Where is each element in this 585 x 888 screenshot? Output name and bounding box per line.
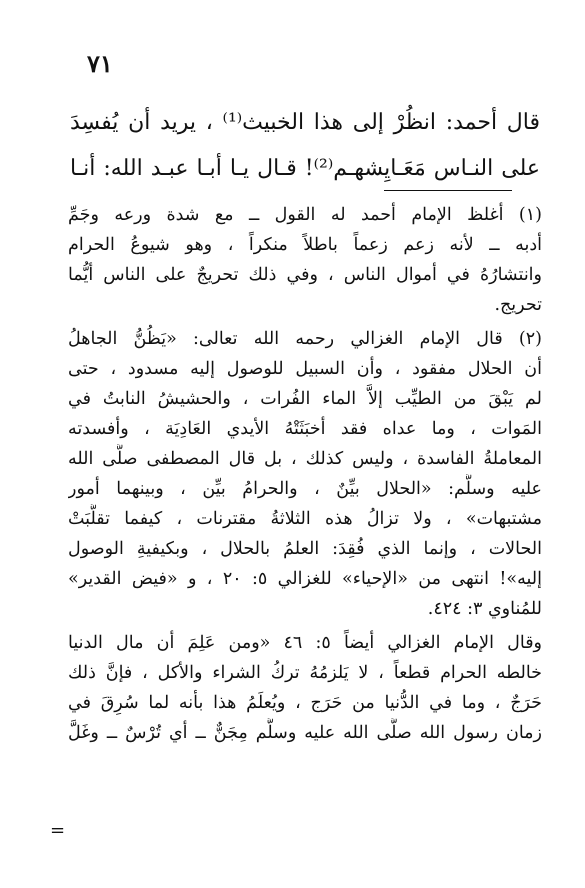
- footnote-line: المعاملةُ الفاسدة ، وليس كذلك ، بل قال المصطفى صلَّى الله: [68, 449, 542, 469]
- footnote-line: المَوات ، وما عداه فقد أخبَثَتْهُ الأيدي العَادِيَة ، وأفسدته: [68, 419, 542, 439]
- footnote-line: تحريج.: [494, 295, 542, 315]
- footnote-line: وقال الإمام الغزالي أيضاً ٥: ٤٦ «ومن عَلِمَ أن مال الدنيا: [68, 633, 542, 653]
- continuation-mark: =: [50, 820, 66, 841]
- footnote-line: حَرَجٌ ، وما في الدُّنيا من حَرَج ، ويُعلَمُ هذا بأنه لما سُرِقَ في: [68, 693, 542, 713]
- footnote-separator: [384, 190, 512, 191]
- footnote-line: مشتبهات» ، ولا تزالُ هذه الثلاثةُ مقترنات ، كيفما تقلَّبَتْ: [68, 509, 542, 529]
- footnotes: [68, 200, 542, 748]
- footnote-line: (١) أغلظ الإمام أحمد له القول ــ مع شدة ورعه وجَمِّ: [68, 205, 542, 225]
- footnote-line: وانتشارُهُ في أموال الناس ، وفي ذلك تحريجٌ على الناس أيُّما: [68, 265, 542, 285]
- page-number: ٧١: [87, 49, 113, 78]
- footnote-line: أن الحلال مفقود ، وأن السبيل للوصول إليه مسدود ، حتى: [68, 359, 542, 379]
- footnote-line: لم يَبْقَ من الطيِّب إلاَّ الماء الفُرات ، والحشيشُ النابتُ في: [68, 389, 542, 409]
- footnote-2-continued: [68, 628, 542, 748]
- footnote-line: أدبه ــ لأنه زعم زعماً باطلاً منكراً ، وهو شيوعُ الحرام: [68, 235, 542, 255]
- footnote-line: (٢) قال الإمام الغزالي رحمه الله تعالى: «يَظُنُّ الجاهلُ: [68, 329, 542, 349]
- footnote-2: [68, 324, 542, 624]
- footnote-line: للمُناوي ٣: ٤٢٤.: [427, 599, 542, 619]
- main-text-line: قال أحمد: انظُرْ إلى هذا الخبيث⁽¹⁾ ، يريد أن يُفسِدَ: [70, 110, 540, 135]
- main-text: [70, 100, 540, 192]
- footnote-line: خالطه الحرام قطعاً ، لا يَلزمُهُ تركُ الشراء والأكل ، فإنَّ ذلك: [68, 663, 542, 683]
- footnote-line: إليه»! انتهى من «الإحياء» للغزالي ٥: ٢٠ ، و «فيض القدير»: [68, 569, 542, 589]
- footnote-line: عليه وسلَّم: «الحلال بيِّنٌ ، والحرامُ بيِّن ، وبينهما أمور: [68, 479, 542, 499]
- main-text-line: على النـاس مَعَـايِشهـم⁽²⁾! قـال يـا أبـا عبـد الله: أنـا: [70, 156, 540, 181]
- footnote-1: [68, 200, 542, 320]
- footnote-line: الحالات ، وإنما الذي فُقِدَ: العلمُ بالحلال ، وبكيفيةِ الوصول: [68, 539, 542, 559]
- footnote-line: زمان رسول الله صلَّى الله عليه وسلَّم مِجَنٌّ ــ أي تُرْسٌ ــ وغَلَّ: [68, 723, 542, 743]
